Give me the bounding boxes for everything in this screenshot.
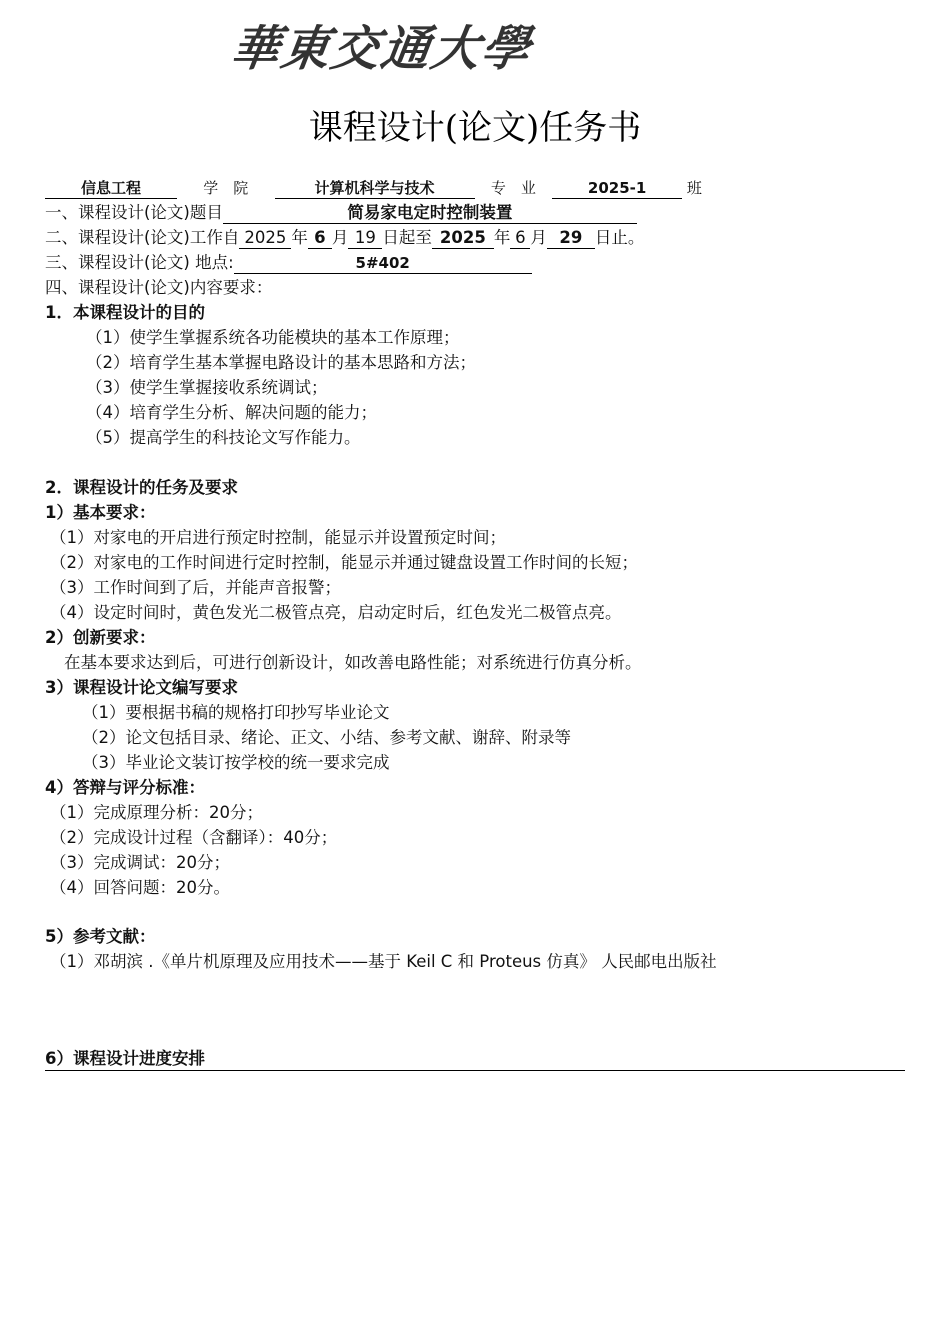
university-logo: 華東交通大學 [227, 21, 536, 77]
school-field: 信息工程 [45, 178, 177, 199]
topic-line [45, 202, 637, 224]
list-item: （1）对家电的开启进行预定时控制，能显示并设置预定时间； [50, 528, 506, 547]
list-item: （3）完成调试：20分； [50, 853, 230, 872]
list-item: （2）培育学生基本掌握电路设计的基本思路和方法； [86, 353, 476, 372]
topic-field: 简易家电定时控制装置 [223, 203, 637, 224]
list-item: （4）培育学生分析、解决问题的能力； [86, 403, 377, 422]
topic-label: 一、课程设计(论文)题目 [45, 203, 223, 222]
schedule-heading: 6）课程设计进度安排 [45, 1049, 205, 1068]
list-item: （1）要根据书稿的规格打印抄写毕业论文 [82, 703, 390, 722]
grading-heading: 4）答辩与评分标准： [45, 778, 205, 797]
end-year: 2025 [432, 228, 494, 249]
start-month: 6 [308, 228, 332, 249]
year-char: 年 [291, 228, 308, 247]
basic-heading: 1）基本要求： [45, 503, 156, 522]
list-item: （3）毕业论文装订按学校的统一要求完成 [82, 753, 390, 772]
thesis-heading: 3）课程设计论文编写要求 [45, 678, 238, 697]
dates-label: 二、课程设计(论文)工作自 [45, 228, 240, 247]
major-field: 计算机科学与技术 [275, 178, 475, 199]
info-line [45, 177, 702, 199]
tasks-heading: 2．课程设计的任务及要求 [45, 478, 238, 497]
list-item: （3）使学生掌握接收系统调试； [86, 378, 328, 397]
list-item: （1）使学生掌握系统各功能模块的基本工作原理； [86, 328, 460, 347]
list-item: （4）回答问题：20分。 [50, 878, 230, 897]
dates-line [45, 227, 644, 249]
end-day: 29 [547, 228, 595, 249]
innovation-text: 在基本要求达到后，可进行创新设计，如改善电路性能；对系统进行仿真分析。 [64, 653, 642, 672]
content-label: 四、课程设计(论文)内容要求： [45, 278, 273, 297]
list-item: （2）论文包括目录、绪论、正文、小结、参考文献、谢辞、附录等 [82, 728, 571, 747]
list-item: （2）完成设计过程（含翻译）：40分； [50, 828, 338, 847]
purpose-heading: 1．本课程设计的目的 [45, 303, 205, 322]
list-item: （4）设定时间时，黄色发光二极管点亮，启动定时后，红色发光二极管点亮。 [50, 603, 622, 622]
reference-item: （1）邓胡滨 .《单片机原理及应用技术——基于 Keil C 和 Proteus 仿真》 人民邮电出版社 [50, 952, 717, 971]
class-label: 班 [686, 179, 702, 197]
month-char: 月 [331, 228, 349, 247]
day-from-char: 日起至 [382, 228, 432, 247]
end-month: 6 [510, 228, 530, 249]
page-title: 课程设计(论文)任务书 [308, 108, 642, 148]
year-char-2: 年 [493, 228, 511, 247]
day-to-char: 日止。 [594, 228, 645, 247]
class-field: 2025-1 [552, 178, 682, 199]
innovation-heading: 2）创新要求： [45, 628, 156, 647]
divider [45, 1070, 905, 1071]
location-line [45, 252, 532, 274]
start-day: 19 [348, 228, 382, 249]
start-year: 2025 [239, 228, 291, 249]
major-label: 专 业 [490, 179, 536, 197]
school-label: 学 院 [203, 179, 249, 197]
list-item: （1）完成原理分析：20分； [50, 803, 263, 822]
list-item: （2）对家电的工作时间进行定时控制，能显示并通过键盘设置工作时间的长短； [50, 553, 638, 572]
month-char-2: 月 [530, 228, 547, 247]
references-heading: 5）参考文献： [45, 927, 156, 946]
location-label: 三、课程设计(论文) 地点: [45, 253, 234, 272]
list-item: （3）工作时间到了后，并能声音报警； [50, 578, 341, 597]
location-field: 5#402 [234, 253, 532, 274]
list-item: （5）提高学生的科技论文写作能力。 [86, 428, 361, 447]
